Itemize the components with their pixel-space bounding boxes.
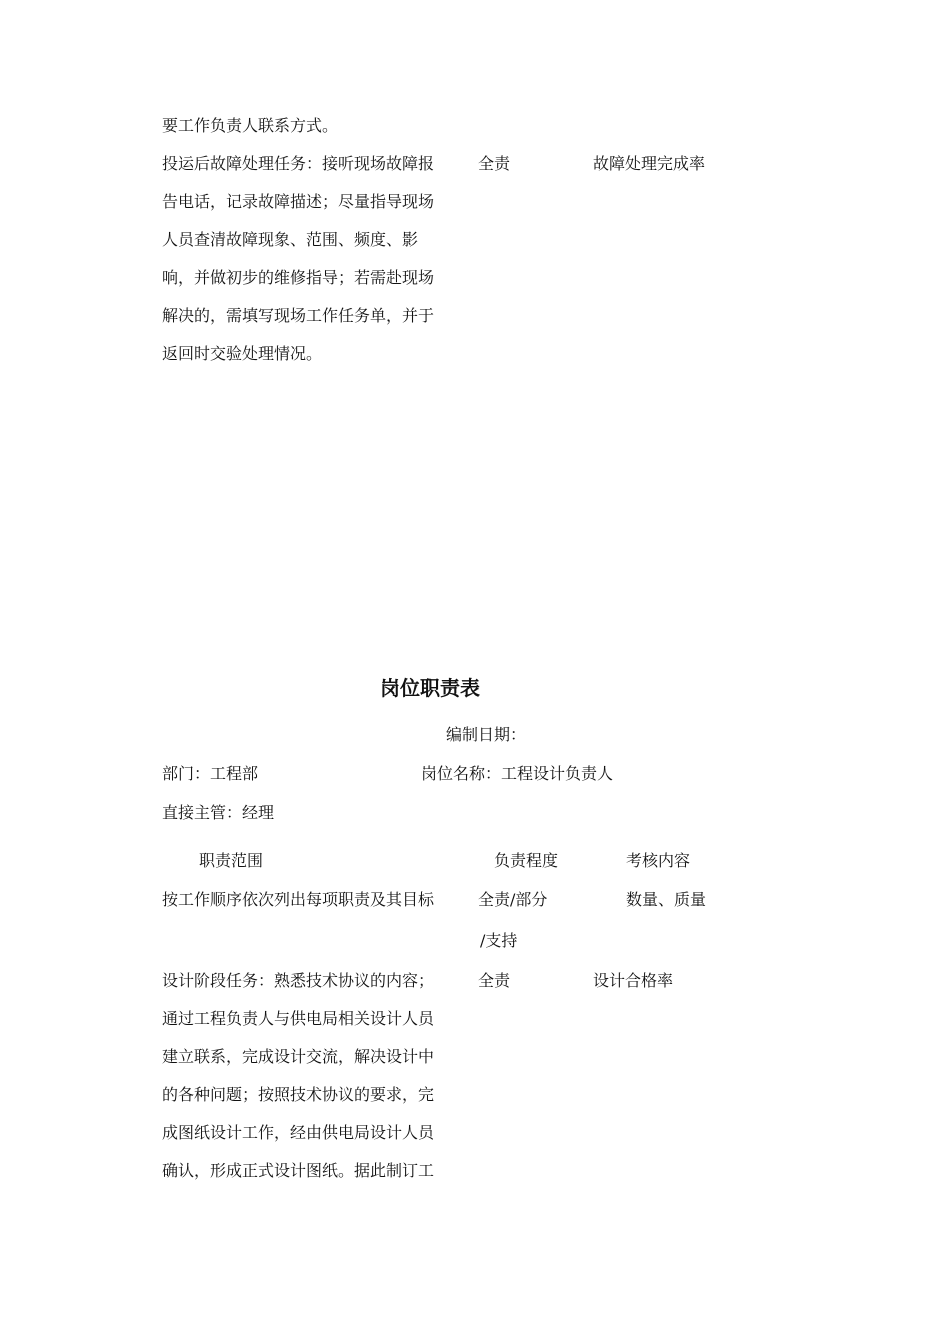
header-degree: 负责程度 [494,851,559,870]
task-line: 告电话，记录故障描述；尽量指导现场 [162,192,435,211]
department: 部门：工程部 [162,764,259,783]
task-line: 响，并做初步的维修指导；若需赴现场 [162,268,435,287]
design-assessment: 设计合格率 [593,971,674,990]
design-task-line: 的各种问题；按照技术协议的要求，完 [162,1085,435,1104]
desc-degree-line1: 全责/部分 [478,890,548,909]
header-assessment: 考核内容 [626,851,691,870]
design-task-line: 成图纸设计工作，经由供电局设计人员 [162,1123,435,1142]
desc-degree-line2: /支持 [480,931,518,950]
header-scope: 职责范围 [199,851,264,870]
fault-handling-task [162,154,434,382]
position-name: 岗位名称：工程设计负责人 [421,764,614,783]
design-responsibility: 全责 [478,971,511,990]
form-title: 岗位职责表 [380,676,480,700]
compile-date: 编制日期： [446,725,527,744]
design-task-line: 确认，形成正式设计图纸。据此制订工 [162,1161,435,1180]
desc-scope: 按工作顺序依次列出每项职责及其目标 [162,890,435,909]
continued-tail-line: 要工作负责人联系方式。 [162,116,339,135]
design-task [162,971,434,1199]
design-task-line: 设计阶段任务：熟悉技术协议的内容； [162,971,435,990]
fault-assessment: 故障处理完成率 [593,154,706,173]
task-line: 返回时交验处理情况。 [162,344,323,363]
fault-responsibility: 全责 [478,154,511,173]
desc-assessment: 数量、质量 [626,890,707,909]
task-line: 人员查清故障现象、范围、频度、影 [162,230,419,249]
task-line: 投运后故障处理任务：接听现场故障报 [162,154,435,173]
design-task-line: 通过工程负责人与供电局相关设计人员 [162,1009,435,1028]
design-task-line: 建立联系，完成设计交流，解决设计中 [162,1047,435,1066]
task-line: 解决的，需填写现场工作任务单，并于 [162,306,435,325]
direct-supervisor: 直接主管：经理 [162,803,275,822]
